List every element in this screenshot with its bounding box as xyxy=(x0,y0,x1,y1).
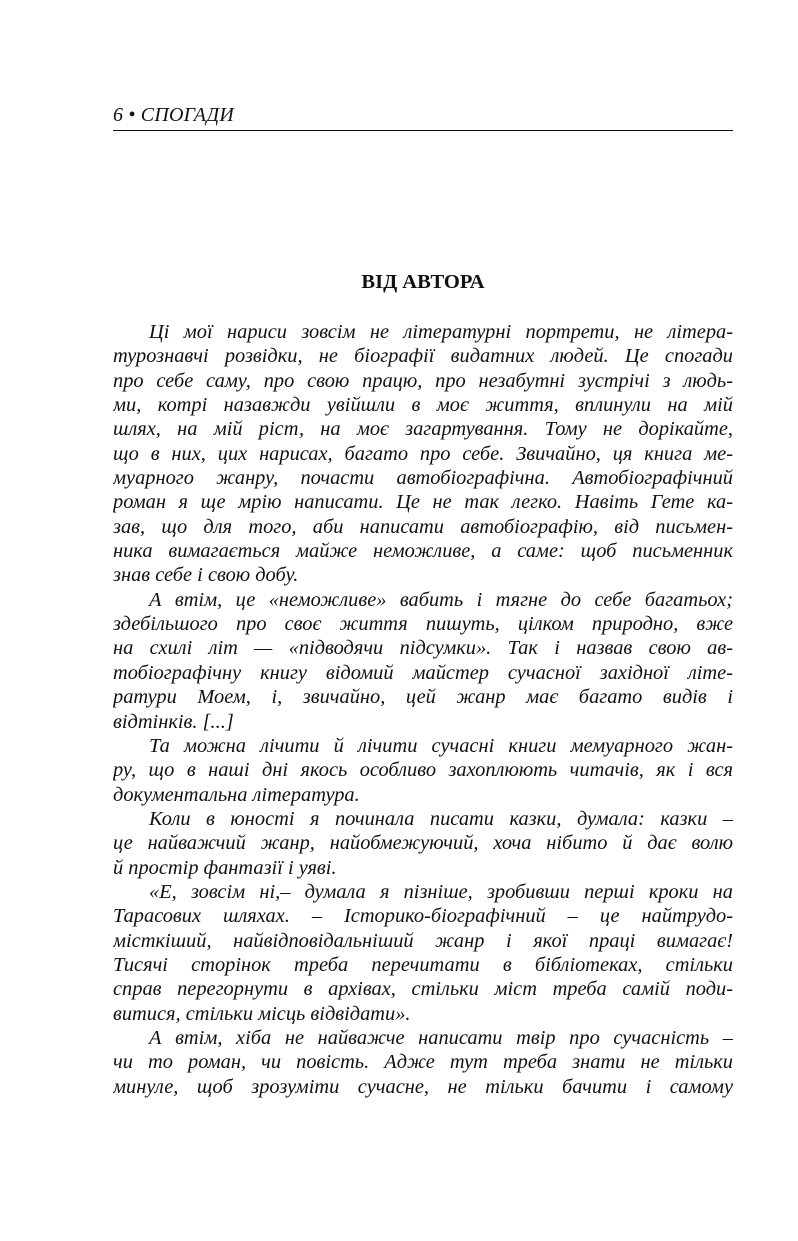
text-line: зав, що для того, аби написати автобіографію, від письмен- xyxy=(113,515,733,538)
text-line: муарного жанру, почасти автобіографічна. Автобіографічний xyxy=(113,467,733,490)
text-line: А втім, хіба не найважче написати твір про сучасність – xyxy=(149,1026,733,1049)
text-line: про себе саму, про свою працю, про незабутні зустрічі з людь- xyxy=(113,369,733,392)
text-line: це найважчий жанр, найобмежуючий, хоча нібито й дає волю xyxy=(113,832,733,855)
text-line: ру, що в наші дні якось особливо захоплюють читачів, як і вся xyxy=(113,759,733,782)
body-text xyxy=(113,320,733,1099)
text-line: минуле, щоб зрозуміти сучасне, не тільки бачити і самому xyxy=(113,1075,733,1098)
text-line: чи то роман, чи повість. Адже тут треба знати не тільки xyxy=(113,1051,733,1074)
text-line: ника вимагається майже неможливе, а саме: щоб письменник xyxy=(113,540,733,563)
text-line: місткіший, найвідповідальніший жанр і якої праці вимагає! xyxy=(113,929,733,952)
text-line: Коли в юності я починала писати казки, думала: казки – xyxy=(149,807,733,830)
text-line: Ці мої нариси зовсім не літературні портрети, не літера- xyxy=(149,321,733,343)
header-rule xyxy=(113,130,733,131)
text-line: відтінків. [...] xyxy=(113,710,234,733)
text-line: що в них, цих нарисах, багато про себе. Звичайно, ця книга ме- xyxy=(113,442,733,465)
text-line: здебільшого про своє життя пишуть, цілком природно, вже xyxy=(113,613,733,636)
text-line: справ перегорнути в архівах, стільки міст треба самій поди- xyxy=(113,978,733,1001)
text-line: на схилі літ — «підводячи підсумки». Так і назвав свою ав- xyxy=(113,637,733,660)
text-line: витися, стільки місць відвідати». xyxy=(113,1002,411,1025)
text-line: Тарасових шляхах. – Історико-біографічний – це найтрудо- xyxy=(113,905,733,928)
text-line: А втім, це «неможливе» вабить і тягне до себе багатьох; xyxy=(149,588,733,611)
text-line: «Е, зовсім ні,– думала я пізніше, зробивши перші кроки на xyxy=(149,880,733,903)
text-line: ми, котрі назавжди увійшли в моє життя, вплинули на мій xyxy=(113,394,733,417)
text-line: Та можна лічити й лічити сучасні книги мемуарного жан- xyxy=(149,734,733,757)
text-line: ратури Моем, і, звичайно, цей жанр має багато видів і xyxy=(113,686,733,709)
text-line: шлях, на мій ріст, на моє загартування. Тому не дорікайте, xyxy=(113,418,733,441)
text-line: Тисячі сторінок треба перечитати в бібліотеках, стільки xyxy=(113,953,733,976)
text-line: роман я ще мрію написати. Це не так легко. Навіть Гете ка- xyxy=(113,491,733,514)
text-line: знав себе і свою добу. xyxy=(113,564,299,587)
section-title: ВІД АВТОРА xyxy=(361,271,485,293)
text-line: тобіографічну книгу відомий майстер сучасної західної літе- xyxy=(113,661,733,684)
text-line: турознавчі розвідки, не біографії видатних людей. Це спогади xyxy=(113,345,733,368)
running-head: 6 • СПОГАДИ xyxy=(113,104,234,126)
text-line: й простір фантазії і уяві. xyxy=(113,856,337,879)
text-line: документальна література. xyxy=(113,783,360,806)
